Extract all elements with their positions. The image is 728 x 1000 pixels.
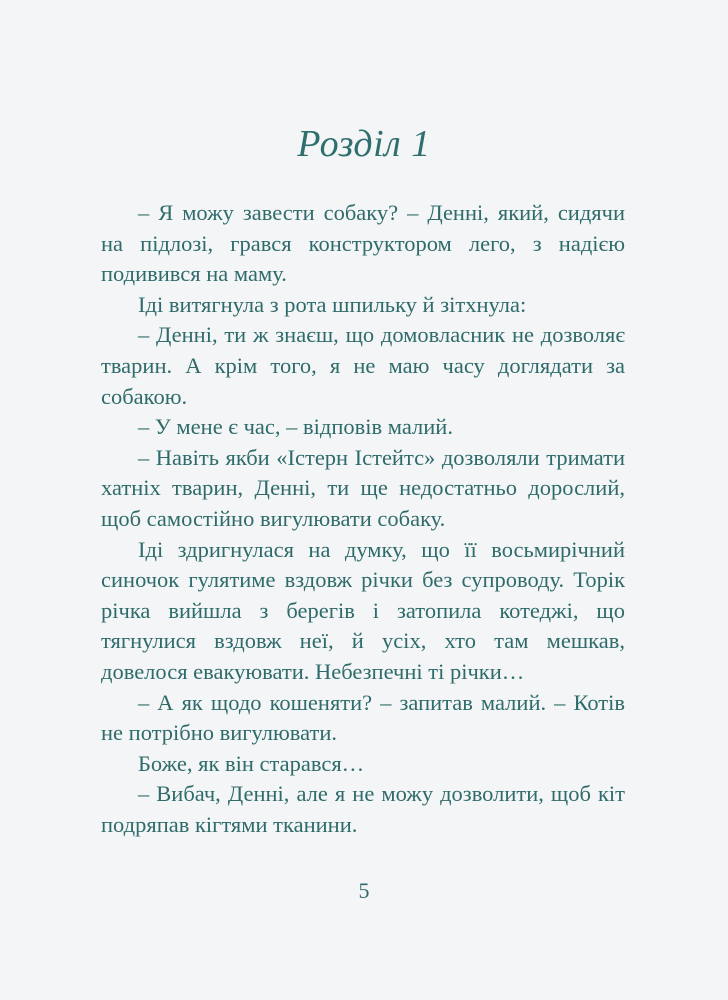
paragraph: Іді здригнулася на думку, що її восьмирічний синочок гулятиме вздовж річки без супроводу. Торік річка вийшла з берегів і затопила котеджі, що тягнулися вздовж неї, й усіх, хто там мешкав, довелося евакуювати. Небезпечні ті річки… [101,536,625,684]
paragraph: – Денні, ти ж знаєш, що домовласник не дозволяє тварин. А крім того, я не маю часу доглядати за собакою. [101,322,625,409]
page-number: 5 [358,878,370,903]
paragraph: – У мене є час, – відповів малий. [138,414,453,440]
paragraph: – Вибач, Денні, але я не можу дозволити, щоб кіт подряпав кігтями тканини. [101,781,625,837]
paragraph: Боже, як він старався… [138,750,365,776]
chapter-body [101,198,625,840]
paragraph: – А як щодо кошеняти? – запитав малий. – Котів не потрібно вигулювати. [101,689,625,746]
chapter-title: Розділ 1 [297,123,431,165]
paragraph: Іді витягнула з рота шпильку й зітхнула: [138,291,527,317]
paragraph: – Я можу завести собаку? – Денні, який, сидячи на підлозі, грався конструктором лего, з надією подивився на маму. [101,200,625,287]
paragraph: – Навіть якби «Істерн Істейтс» дозволяли тримати хатніх тварин, Денні, ти ще недостатньо дорослий, щоб самостійно вигулювати собаку. [101,444,625,531]
